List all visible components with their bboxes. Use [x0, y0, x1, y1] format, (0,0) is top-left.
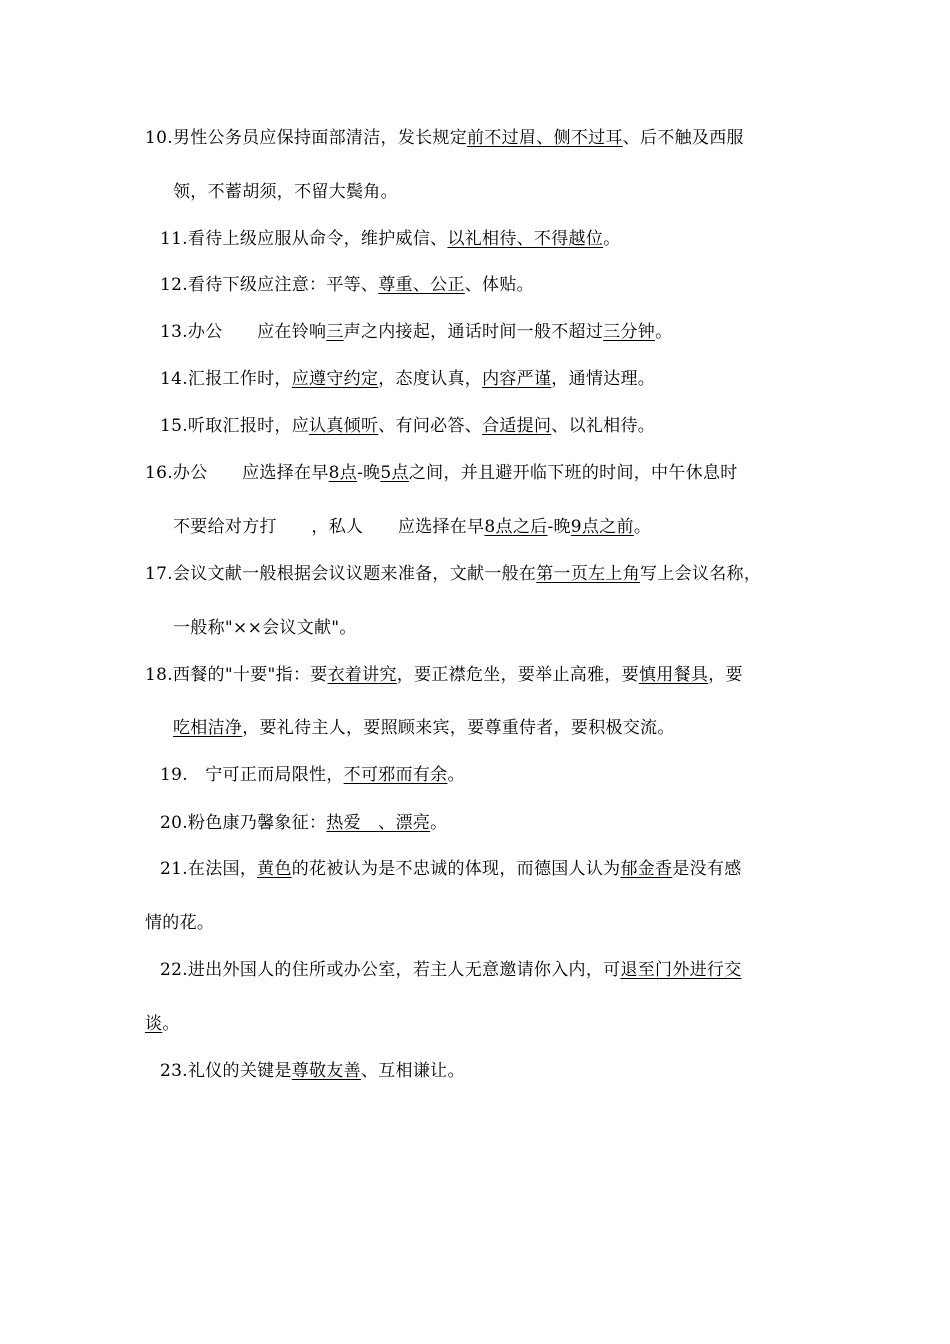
item-21-line-2 — [145, 911, 214, 935]
underlined-answer: 黄色 — [257, 859, 292, 879]
text-segment: 15.听取汇报时，应 — [160, 416, 310, 436]
text-segment: 18.西餐的"十要"指：要 — [145, 665, 328, 685]
underlined-answer: 以礼相待、不得越位 — [447, 229, 604, 249]
text-segment: 不要给对方打 ，私人 应选择在早 — [173, 517, 485, 537]
text-segment: 声之内接起，通话时间一般不超过 — [343, 322, 604, 342]
text-segment: 领，不蓄胡须，不留大鬓角。 — [173, 182, 398, 202]
item-10-line-1 — [145, 126, 744, 150]
text-segment: 、有问必答、 — [378, 416, 483, 436]
text-segment: 是没有感 — [672, 859, 742, 879]
text-segment: 写上会议名称， — [640, 564, 762, 584]
text-segment: 20.粉色康乃馨象征： — [160, 813, 327, 833]
item-19 — [160, 763, 465, 787]
item-16-line-1 — [145, 461, 738, 485]
underlined-answer: 认真倾听 — [309, 416, 379, 436]
text-segment: 。 — [603, 229, 621, 249]
item-13 — [160, 320, 672, 344]
text-segment: ，要正襟危坐，要举止高雅，要 — [396, 665, 639, 685]
underlined-answer: 8点 — [328, 463, 358, 483]
text-segment: 。 — [633, 517, 652, 537]
text-segment: 22.进出外国人的住所或办公室，若主人无意邀请你入内，可 — [160, 960, 621, 980]
text-segment: 、互相谦让。 — [360, 1061, 465, 1081]
item-12 — [160, 273, 534, 297]
text-segment: 11.看待上级应服从命令，维护威信、 — [160, 229, 448, 249]
text-segment: 16.办公 应选择在早 — [145, 463, 329, 483]
text-segment: -晚 — [547, 517, 571, 537]
underlined-answer: 吃相洁净 — [173, 718, 243, 738]
underlined-answer: 尊重、公正 — [378, 275, 465, 295]
item-17-line-2 — [173, 616, 357, 640]
item-22-line-2 — [145, 1012, 180, 1036]
item-20 — [160, 811, 447, 835]
text-segment: 14.汇报工作时， — [160, 369, 292, 389]
text-segment: 情的花。 — [145, 913, 215, 933]
underlined-answer: 内容严谨 — [482, 369, 552, 389]
text-segment: 19. 宁可正而局限性， — [160, 765, 344, 785]
underlined-answer: 应遵守约定 — [291, 369, 379, 389]
item-11 — [160, 227, 620, 251]
item-18-line-1 — [145, 663, 743, 687]
item-22-line-1 — [160, 958, 742, 982]
underlined-answer: 合适提问 — [482, 416, 552, 436]
underlined-answer: 前不过眉、侧不过耳 — [467, 128, 623, 148]
item-16-line-2 — [173, 515, 651, 539]
underlined-answer: 衣着讲究 — [327, 665, 397, 685]
text-segment: 12.看待下级应注意：平等、 — [160, 275, 379, 295]
text-segment: 。 — [447, 765, 465, 785]
underlined-answer: 慎用餐具 — [638, 665, 709, 685]
text-segment: 23.礼仪的关键是 — [160, 1061, 292, 1081]
underlined-answer: 三分钟 — [603, 322, 656, 342]
text-segment: 。 — [655, 322, 673, 342]
text-segment: 、体贴。 — [464, 275, 534, 295]
underlined-answer: 郁金香 — [620, 859, 673, 879]
item-23 — [160, 1059, 465, 1083]
item-21-line-1 — [160, 857, 742, 881]
text-segment: 13.办公 应在铃响 — [160, 322, 327, 342]
item-18-line-2 — [173, 716, 675, 740]
text-segment: 21.在法国， — [160, 859, 258, 879]
underlined-answer: 5点 — [380, 463, 409, 483]
underlined-answer: 不可邪而有余 — [343, 765, 448, 785]
text-segment: 17.会议文献一般根据会议议题来准备，文献一般在 — [145, 564, 537, 584]
text-segment: 一般称"××会议文献"。 — [173, 618, 357, 638]
text-segment: 之间，并且避开临下班的时间，中午休息时 — [408, 463, 738, 483]
text-segment: ，通情达理。 — [551, 369, 656, 389]
underlined-answer: 8点之后 — [484, 517, 548, 537]
text-segment: ，要礼待主人，要照顾来宾，要尊重侍者，要积极交流。 — [242, 718, 675, 738]
underlined-answer: 尊敬友善 — [291, 1061, 361, 1081]
text-segment: 、后不触及西服 — [622, 128, 744, 148]
item-14 — [160, 367, 655, 391]
text-segment: 的花被认为是不忠诚的体现，而德国人认为 — [291, 859, 621, 879]
underlined-answer: 谈 — [145, 1014, 163, 1034]
text-segment: 。 — [430, 813, 448, 833]
text-segment: -晚 — [357, 463, 381, 483]
item-15 — [160, 414, 655, 438]
item-17-line-1 — [145, 562, 761, 586]
text-segment: ，态度认真， — [378, 369, 483, 389]
underlined-answer: 热爱 、漂亮 — [326, 813, 431, 833]
item-10-line-2 — [173, 180, 398, 204]
text-segment: 10.男性公务员应保持面部清洁，发长规定 — [145, 128, 468, 148]
underlined-answer: 退至门外进行交 — [620, 960, 742, 980]
underlined-answer: 第一页左上角 — [536, 564, 641, 584]
underlined-answer: 三 — [326, 322, 344, 342]
text-segment: 。 — [162, 1014, 180, 1034]
text-segment: 、以礼相待。 — [551, 416, 656, 436]
text-segment: ，要 — [708, 665, 743, 685]
underlined-answer: 9点之前 — [570, 517, 634, 537]
